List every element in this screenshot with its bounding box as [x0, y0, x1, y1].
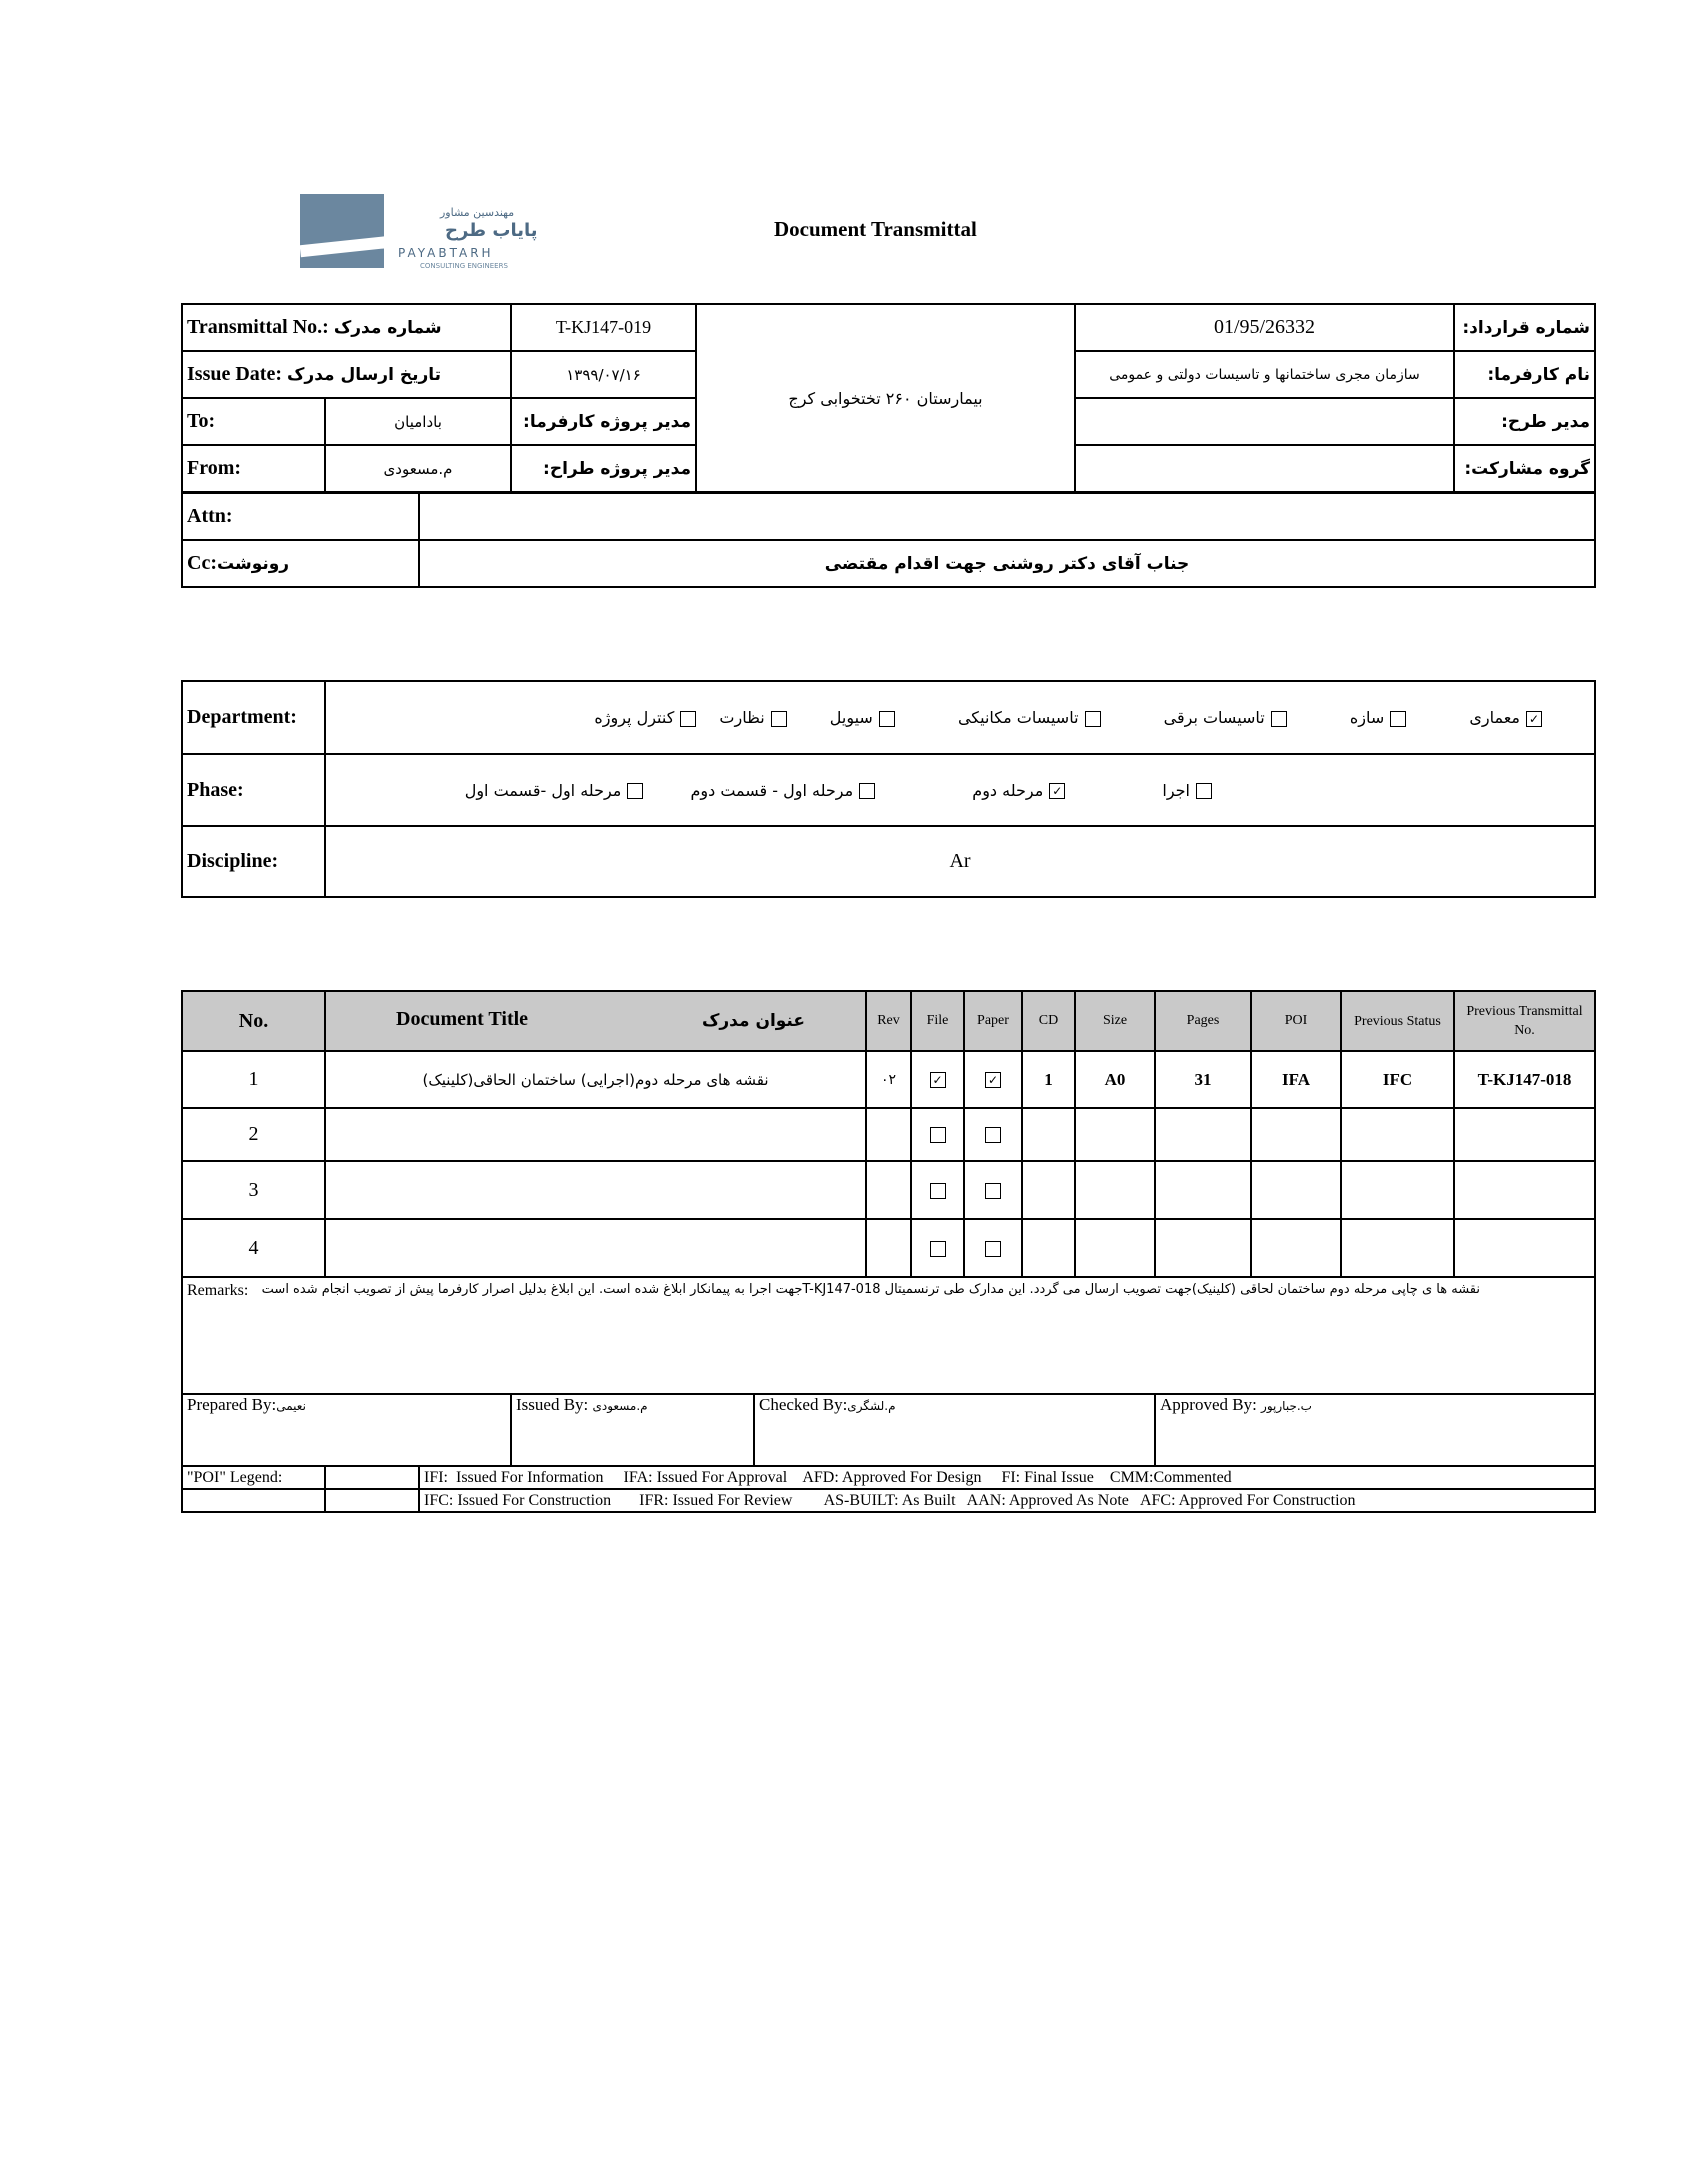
row-prev-transmittal — [1454, 1108, 1595, 1161]
row-pages — [1155, 1108, 1251, 1161]
row-cd — [1022, 1219, 1075, 1277]
logo-subtext: CONSULTING ENGINEERS — [420, 262, 508, 270]
department-option[interactable]: سازه — [1350, 708, 1412, 727]
col-prev-status: Previous Status — [1341, 991, 1454, 1051]
to-value: بادامیان — [325, 398, 511, 445]
legend-line-2: IFC: Issued For Construction IFR: Issued For Review AS-BUILT: As Built AAN: Approved As Note AFC: Approved For Construction — [419, 1489, 1595, 1512]
logo-text-small: مهندسین مشاور — [440, 206, 515, 219]
col-poi: POI — [1251, 991, 1341, 1051]
col-prev-transmittal: Previous Transmittal No. — [1454, 991, 1595, 1051]
checkbox[interactable] — [985, 1127, 1001, 1143]
checked-by: Checked By:م.لشگری — [754, 1394, 1155, 1466]
remarks-text: نقشه ها ی چاپی مرحله دوم ساختمان لحاقی (کلینیک)جهت تصویب ارسال می گردد. این مدارک طی ترنسمیتال T-KJ147-018جهت اجرا به پیمانکار ابلاغ شده است. این ابلاغ بدلیل اصرار کارفرما پیش از تصویب انجام شده است — [261, 1282, 1480, 1297]
checkbox[interactable] — [985, 1241, 1001, 1257]
col-paper: Paper — [964, 991, 1022, 1051]
phase-label: Phase: — [182, 754, 325, 826]
legend-empty — [182, 1489, 325, 1512]
contract-no: 01/95/26332 — [1075, 304, 1454, 351]
discipline-value: Ar — [325, 826, 1595, 897]
checkbox[interactable] — [859, 783, 875, 799]
client-label: نام کارفرما: — [1454, 351, 1595, 398]
row-pages — [1155, 1161, 1251, 1219]
checkbox[interactable] — [1196, 783, 1212, 799]
checkbox-checked[interactable]: ✓ — [985, 1072, 1001, 1088]
department-option[interactable]: تاسیسات برقی — [1164, 708, 1293, 727]
cc-label: Cc:رونوشت — [182, 540, 419, 587]
from-label: From: — [182, 445, 325, 492]
checkbox[interactable] — [680, 711, 696, 727]
row-rev — [866, 1161, 911, 1219]
row-cd — [1022, 1108, 1075, 1161]
col-file: File — [911, 991, 964, 1051]
documents-table — [181, 990, 1596, 1395]
row-file[interactable] — [911, 1219, 964, 1277]
checkbox[interactable] — [985, 1183, 1001, 1199]
logo-text-fa: پایاب طرح — [445, 220, 538, 241]
row-title — [325, 1161, 866, 1219]
plan-manager-label: مدیر طرح: — [1454, 398, 1595, 445]
row-poi — [1251, 1108, 1341, 1161]
page-title: Document Transmittal — [774, 217, 977, 241]
row-prev-status: IFC — [1341, 1051, 1454, 1108]
row-title — [325, 1108, 866, 1161]
plan-manager-value — [1075, 398, 1454, 445]
row-no: 4 — [182, 1219, 325, 1277]
partner-value — [1075, 445, 1454, 492]
row-no: 1 — [182, 1051, 325, 1108]
phase-options — [325, 754, 1595, 826]
issue-date: ۱۳۹۹/۰۷/۱۶ — [511, 351, 696, 398]
row-prev-transmittal — [1454, 1161, 1595, 1219]
company-logo-mark — [300, 194, 384, 268]
phase-option[interactable]: اجرا — [1162, 781, 1218, 800]
row-size — [1075, 1108, 1155, 1161]
row-paper[interactable] — [964, 1108, 1022, 1161]
from-value: م.مسعودی — [325, 445, 511, 492]
department-option[interactable]: کنترل پروژه — [594, 708, 702, 727]
issue-date-label: Issue Date: تاریخ ارسال مدرک — [182, 351, 511, 398]
row-prev-status — [1341, 1108, 1454, 1161]
col-size: Size — [1075, 991, 1155, 1051]
row-rev: ۰۲ — [866, 1051, 911, 1108]
department-options — [325, 681, 1595, 754]
checkbox[interactable] — [930, 1127, 946, 1143]
row-title: نقشه های مرحله دوم(اجرایی) ساختمان الحاقی(کلینیک) — [325, 1051, 866, 1108]
row-no: 2 — [182, 1108, 325, 1161]
transmittal-no-label: Transmittal No.: شماره مدرک — [182, 304, 511, 351]
row-pages: 31 — [1155, 1051, 1251, 1108]
row-prev-status — [1341, 1161, 1454, 1219]
header-table — [181, 303, 1596, 493]
legend-label: "POI" Legend: — [182, 1466, 325, 1489]
attn-label: Attn: — [182, 493, 419, 540]
department-option[interactable]: تاسیسات مکانیکی — [958, 708, 1107, 727]
cc-value: جناب آقای دکتر روشنی جهت اقدام مقتضی — [419, 540, 1595, 587]
row-poi — [1251, 1161, 1341, 1219]
row-prev-transmittal — [1454, 1219, 1595, 1277]
row-poi — [1251, 1219, 1341, 1277]
poi-legend-table — [181, 1465, 1596, 1513]
row-size — [1075, 1161, 1155, 1219]
table-row — [182, 1051, 1595, 1108]
col-no: No. — [182, 991, 325, 1051]
logo-text-en: PAYABTARH — [398, 246, 494, 260]
partner-label: گروه مشارکت: — [1454, 445, 1595, 492]
signatures-table — [181, 1393, 1596, 1467]
row-prev-status — [1341, 1219, 1454, 1277]
row-file[interactable] — [911, 1161, 964, 1219]
col-title: Document Title عنوان مدرک — [325, 991, 866, 1051]
col-cd: CD — [1022, 991, 1075, 1051]
approved-by: Approved By: ب.جبارپور — [1155, 1394, 1595, 1466]
row-title — [325, 1219, 866, 1277]
table-row — [182, 1161, 1595, 1219]
designer-pm-label: مدیر پروژه طراح: — [511, 445, 696, 492]
checkbox[interactable] — [930, 1241, 946, 1257]
checkbox[interactable] — [1390, 711, 1406, 727]
row-poi: IFA — [1251, 1051, 1341, 1108]
contract-label: شماره قرارداد: — [1454, 304, 1595, 351]
row-size: A0 — [1075, 1051, 1155, 1108]
checkbox[interactable] — [879, 711, 895, 727]
remarks: Remarks: نقشه ها ی چاپی مرحله دوم ساختمان لحاقی (کلینیک)جهت تصویب ارسال می گردد. این مدارک طی ترنسمیتال T-KJ147-018جهت اجرا به پیمانکار ابلاغ شده است. این ابلاغ بدلیل اصرار کارفرما پیش از تصویب انجام شده است — [182, 1277, 1595, 1394]
checkbox[interactable] — [1085, 711, 1101, 727]
table-row — [182, 1108, 1595, 1161]
row-no: 3 — [182, 1161, 325, 1219]
prepared-by: Prepared By:نعیمی — [182, 1394, 511, 1466]
client-pm-label: مدیر پروژه کارفرما: — [511, 398, 696, 445]
checkbox-checked[interactable]: ✓ — [1049, 783, 1065, 799]
issued-by: Issued By: م.مسعودی — [511, 1394, 754, 1466]
checkbox[interactable] — [771, 711, 787, 727]
row-size — [1075, 1219, 1155, 1277]
row-prev-transmittal: T-KJ147-018 — [1454, 1051, 1595, 1108]
legend-line-1: IFI: Issued For Information IFA: Issued For Approval AFD: Approved For Design FI: Final Issue CMM:Commented — [419, 1466, 1595, 1489]
col-rev: Rev — [866, 991, 911, 1051]
row-rev — [866, 1219, 911, 1277]
discipline-label: Discipline: — [182, 826, 325, 897]
transmittal-no: T-KJ147-019 — [511, 304, 696, 351]
legend-spacer — [325, 1489, 419, 1512]
phase-option[interactable]: مرحله اول -قسمت اول — [465, 781, 650, 800]
legend-spacer — [325, 1466, 419, 1489]
classification-table — [181, 680, 1596, 898]
phase-option[interactable]: مرحله اول - قسمت دوم — [690, 781, 881, 800]
table-row — [182, 1219, 1595, 1277]
checkbox-checked[interactable]: ✓ — [1526, 711, 1542, 727]
row-file[interactable] — [911, 1108, 964, 1161]
checkbox[interactable] — [930, 1183, 946, 1199]
row-paper[interactable] — [964, 1051, 1022, 1108]
row-paper[interactable] — [964, 1161, 1022, 1219]
client-name: سازمان مجری ساختمانها و تاسیسات دولتی و عمومی — [1075, 351, 1454, 398]
row-pages — [1155, 1219, 1251, 1277]
row-file[interactable] — [911, 1051, 964, 1108]
project-name: بیمارستان ۲۶۰ تختخوابی کرج — [696, 304, 1075, 492]
to-label: To: — [182, 398, 325, 445]
row-rev — [866, 1108, 911, 1161]
row-paper[interactable] — [964, 1219, 1022, 1277]
department-label: Department: — [182, 681, 325, 754]
checkbox[interactable] — [1271, 711, 1287, 727]
row-cd — [1022, 1161, 1075, 1219]
attn-value — [419, 493, 1595, 540]
checkbox[interactable] — [627, 783, 643, 799]
col-pages: Pages — [1155, 991, 1251, 1051]
attn-cc-table — [181, 492, 1596, 588]
department-option[interactable]: سیویل — [830, 708, 901, 727]
department-option[interactable]: نظارت — [719, 708, 792, 727]
department-option[interactable]: ✓معماری — [1469, 708, 1548, 727]
checkbox-checked[interactable]: ✓ — [930, 1072, 946, 1088]
row-cd: 1 — [1022, 1051, 1075, 1108]
phase-option[interactable]: ✓مرحله دوم — [972, 781, 1071, 800]
